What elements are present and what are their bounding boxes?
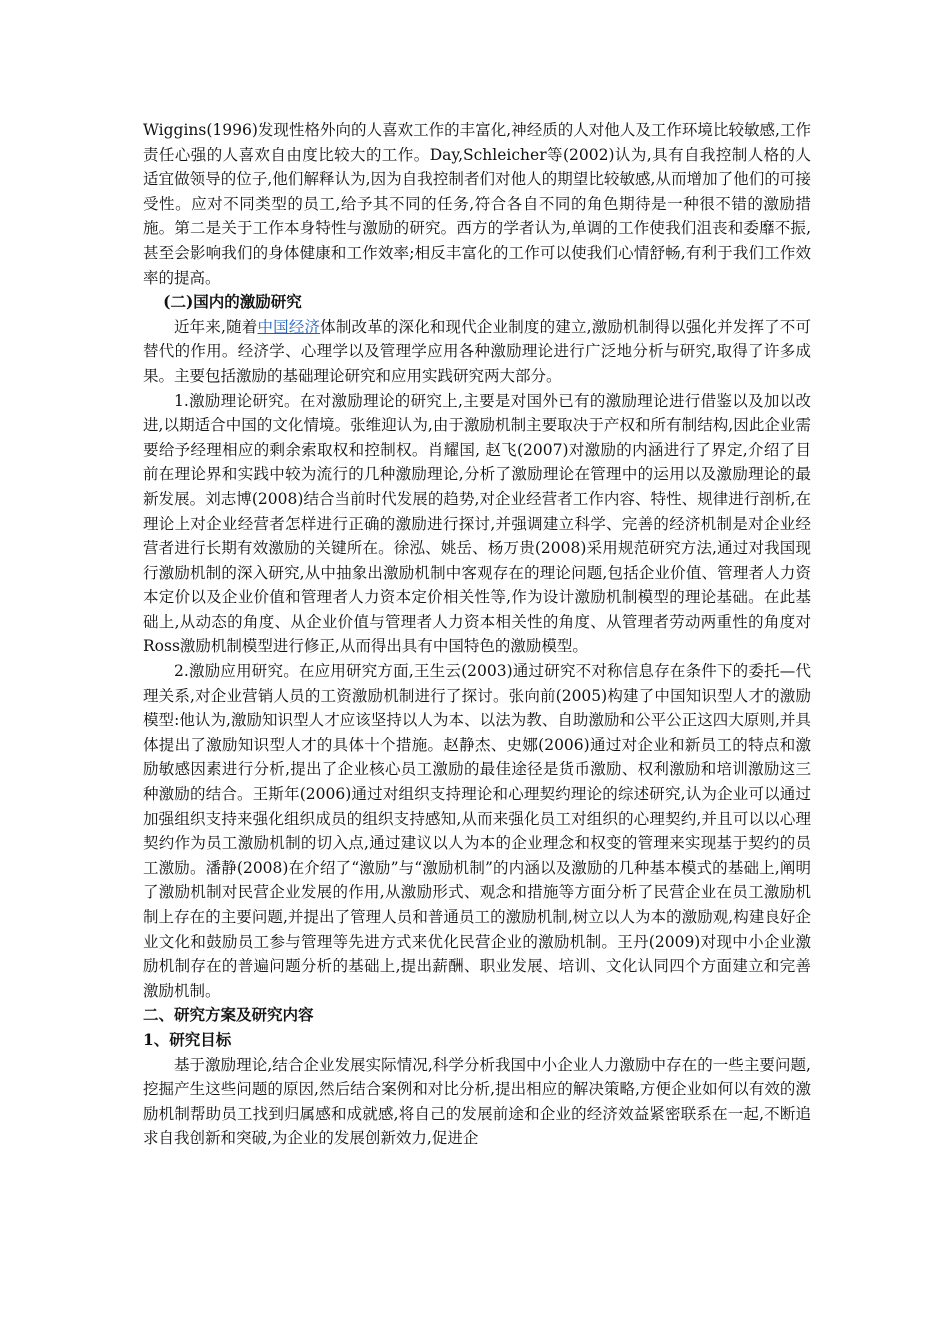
document-page [143,118,811,1151]
paragraph-domestic-text-start: 近年来,随着 [174,317,258,336]
section-heading-research-goal: 1、研究目标 [143,1029,232,1049]
section-heading-research-plan: 二、研究方案及研究内容 [143,1005,314,1025]
paragraph-incentive-application: 2.激励应用研究。在应用研究方面,王生云(2003)通过研究不对称信息存在条件下的委托—代理关系,对企业营销人员的工资激励机制进行了探讨。张向前(2005)构建了中国知识型人才的激励模型:他认为,激励知识型人才应该坚持以人为本、以法为教、自助激励和公平公正这四大原则,并具体提出了激励知识型人才的具体十个措施。赵静杰、史娜(2006)通过对企业和新员工的特点和激励敏感因素进行分析,提出了企业核心员工激励的最佳途径是货币激励、权利激励和培训激励这三种激励的结合。王斯年(2006)通过对组织支持理论和心理契约理论的综述研究,认为企业可以通过加强组织支持来强化组织成员的组织支持感知,从而来强化员工对组织的心理契约,并且可以以心理契约作为员工激励机制的切入点,通过建议以人为本的企业理念和权变的管理来实现基于契约的员工激励。潘静(2008)在介绍了“激励”与“激励机制”的内涵以及激励的几种基本模式的基础上,阐明了激励机制对民营企业发展的作用,从激励形式、观念和措施等方面分析了民营企业在员工激励机制上存在的主要问题,并提出了管理人员和普通员工的激励机制,树立以人为本的激励观,构建良好企业文化和鼓励员工参与管理等先进方式来优化民营企业的激励机制。王丹(2009)对现中小企业激励机制存在的普遍问题分析的基础上,提出薪酬、职业发展、培训、文化认同四个方面建立和完善激励机制。 [143,662,811,1000]
china-economy-link[interactable]: 中国经济 [257,317,321,336]
paragraph-incentive-theory: 1.激励理论研究。在对激励理论的研究上,主要是对国外已有的激励理论进行借鉴以及加以改进,以期适合中国的文化情境。张维迎认为,由于激励机制主要取决于产权和所有制结构,因此企业需要给予经理相应的剩余索取权和控制权。肖耀国, 赵飞(2007)对激励的内涵进行了界定,介绍了目前在理论界和实践中较为流行的几种激励理论,分析了激励理论在管理中的运用以及激励理论的最新发展。刘志博(2008)结合当前时代发展的趋势,对企业经营者工作内容、特性、规律进行剖析,在理论上对企业经营者怎样进行正确的激励进行探讨,并强调建立科学、完善的经济机制是对企业经营者进行长期有效激励的关键所在。徐泓、姚岳、杨万贵(2008)采用规范研究方法,通过对我国现行激励机制的深入研究,从中抽象出激励机制中客观存在的理论问题,包括企业价值、管理者人力资本定价以及企业价值和管理者人力资本定价相关性等,作为设计激励机制模型的理论基础。在此基础上,从动态的角度、从企业价值与管理者人力资本相关性的角度、从管理者劳动两重性的角度对 Ross激励机制模型进行修正,从而得出具有中国特色的激励模型。 [143,391,811,656]
paragraph-research-goal: 基于激励理论,结合企业发展实际情况,科学分析我国中小企业人力激励中存在的一些主要问题,挖掘产生这些问题的原因,然后结合案例和对比分析,提出相应的解决策略,方便企业如何以有效的激励机制帮助员工找到归属感和成就感,将自己的发展前途和企业的经济效益紧密联系在一起,不断追求自我创新和突破,为企业的发展创新效力,促进企 [143,1055,811,1148]
paragraph-intro: Wiggins(1996)发现性格外向的人喜欢工作的丰富化,神经质的人对他人及工作环境比较敏感,工作责任心强的人喜欢自由度比较大的工作。Day,Schleicher等(2002)认为,具有自我控制人格的人适宜做领导的位子,他们解释认为,因为自我控制者们对他人的期望比较敏感,从而增加了他们的可接受性。应对不同类型的员工,给予其不同的任务,符合各自不同的角色期待是一种很不错的激励措施。第二是关于工作本身特性与激励的研究。西方的学者认为,单调的工作使我们沮丧和委靡不振,甚至会影响我们的身体健康和工作效率;相反丰富化的工作可以使我们心情舒畅,有利于我们工作效率的提高。 [143,121,811,287]
section-heading-domestic-research: (二)国内的激励研究 [163,292,302,312]
paragraph-domestic-text-end: 体制改革的深化和现代企业制度的建立,激励机制得以强化并发挥了不可替代的作用。经济学、心理学以及管理学应用各种激励理论进行广泛地分析与研究,取得了许多成果。主要包括激励的基础理论研究和应用实践研究两大部分。 [143,317,811,385]
paragraph-domestic [143,315,811,389]
